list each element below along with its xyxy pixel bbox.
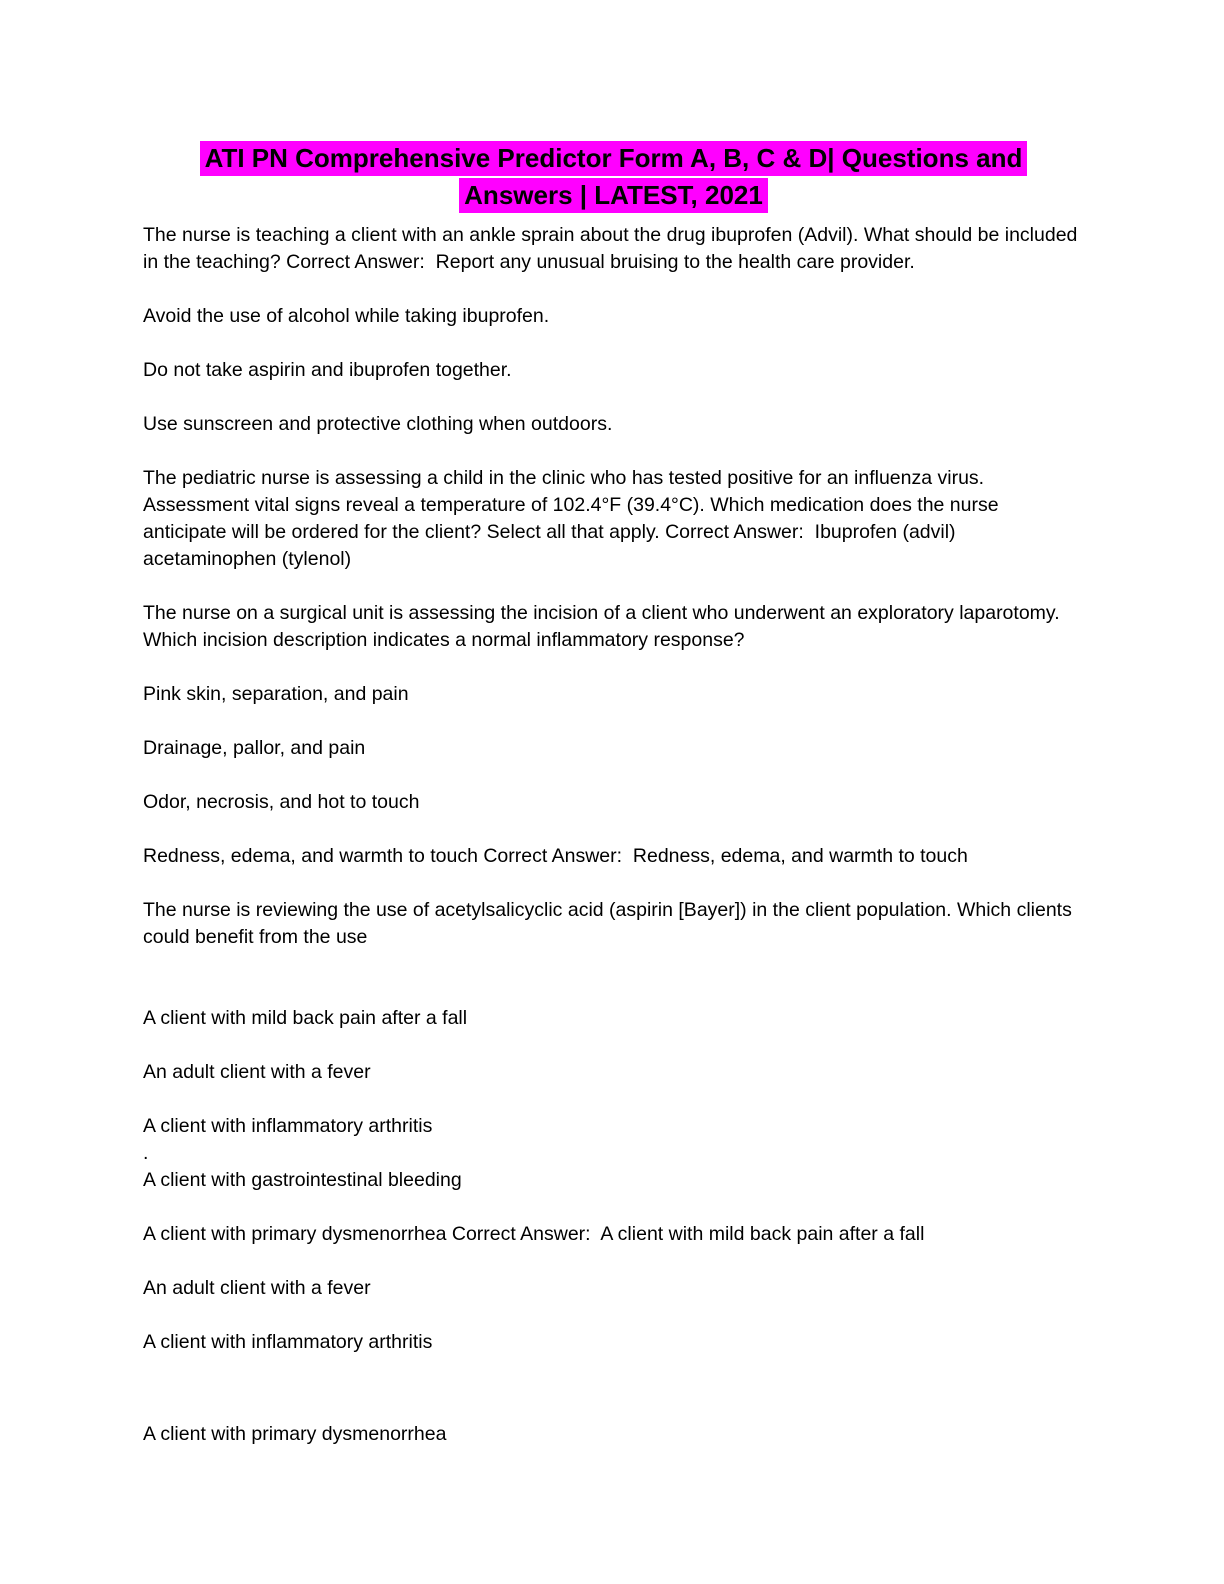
question-incision-inflammatory-response: The nurse on a surgical unit is assessing the incision of a client who underwent an exploratory laparotomy. Which incision description indicates a normal inflammatory response? [143,602,1066,651]
question-aspirin-benefit: The nurse is reviewing the use of acetylsalicyclic acid (aspirin [Bayer]) in the client population. Which clients could benefit from the use [143,899,1078,948]
option-inflammatory-arthritis: A client with inflammatory arthritis [143,1115,433,1137]
option-avoid-alcohol: Avoid the use of alcohol while taking ibuprofen. [143,305,550,327]
option-adult-fever-2: An adult client with a fever [143,1277,371,1299]
document-content [143,140,1084,1475]
title-line-1 [143,140,1084,177]
document-body [143,222,1084,1448]
title-highlight-2: Answers | LATEST, 2021 [459,178,768,213]
option-odor-necrosis-hot: Odor, necrosis, and hot to touch [143,791,420,813]
question-influenza-medication: The pediatric nurse is assessing a child in the clinic who has tested positive for an influenza virus. Assessment vital signs reveal a temperature of 102.4°F (39.4°C). Which medication does the nurse anticipate will be ordered for the client? Select all that apply. Correct Answer: Ibuprofen (advil) acetaminophen (tylenol) [143,467,1005,570]
option-pink-skin-separation-pain: Pink skin, separation, and pain [143,683,409,705]
title-line-2 [143,177,1084,214]
stray-period: . [143,1142,149,1164]
option-redness-edema-warmth-answer: Redness, edema, and warmth to touch Correct Answer: Redness, edema, and warmth to touch [143,845,968,867]
option-adult-fever: An adult client with a fever [143,1061,371,1083]
option-mild-back-pain: A client with mild back pain after a fall [143,1007,468,1029]
option-inflammatory-arthritis-2: A client with inflammatory arthritis [143,1331,433,1353]
question-ibuprofen-teaching: The nurse is teaching a client with an ankle sprain about the drug ibuprofen (Advil). What should be included in the teaching? Correct Answer: Report any unusual bruising to the health care provider. [143,224,1083,273]
title-highlight-1: ATI PN Comprehensive Predictor Form A, B, C & D| Questions and [200,141,1028,176]
option-dysmenorrhea-answer: A client with primary dysmenorrhea Correct Answer: A client with mild back pain after a fall [143,1223,925,1245]
option-drainage-pallor-pain: Drainage, pallor, and pain [143,737,366,759]
document-title [143,140,1084,214]
option-dysmenorrhea-2: A client with primary dysmenorrhea [143,1423,447,1445]
option-no-aspirin-together: Do not take aspirin and ibuprofen together. [143,359,512,381]
option-sunscreen-outdoors: Use sunscreen and protective clothing when outdoors. [143,413,613,435]
option-gastrointestinal-bleeding: A client with gastrointestinal bleeding [143,1169,462,1191]
